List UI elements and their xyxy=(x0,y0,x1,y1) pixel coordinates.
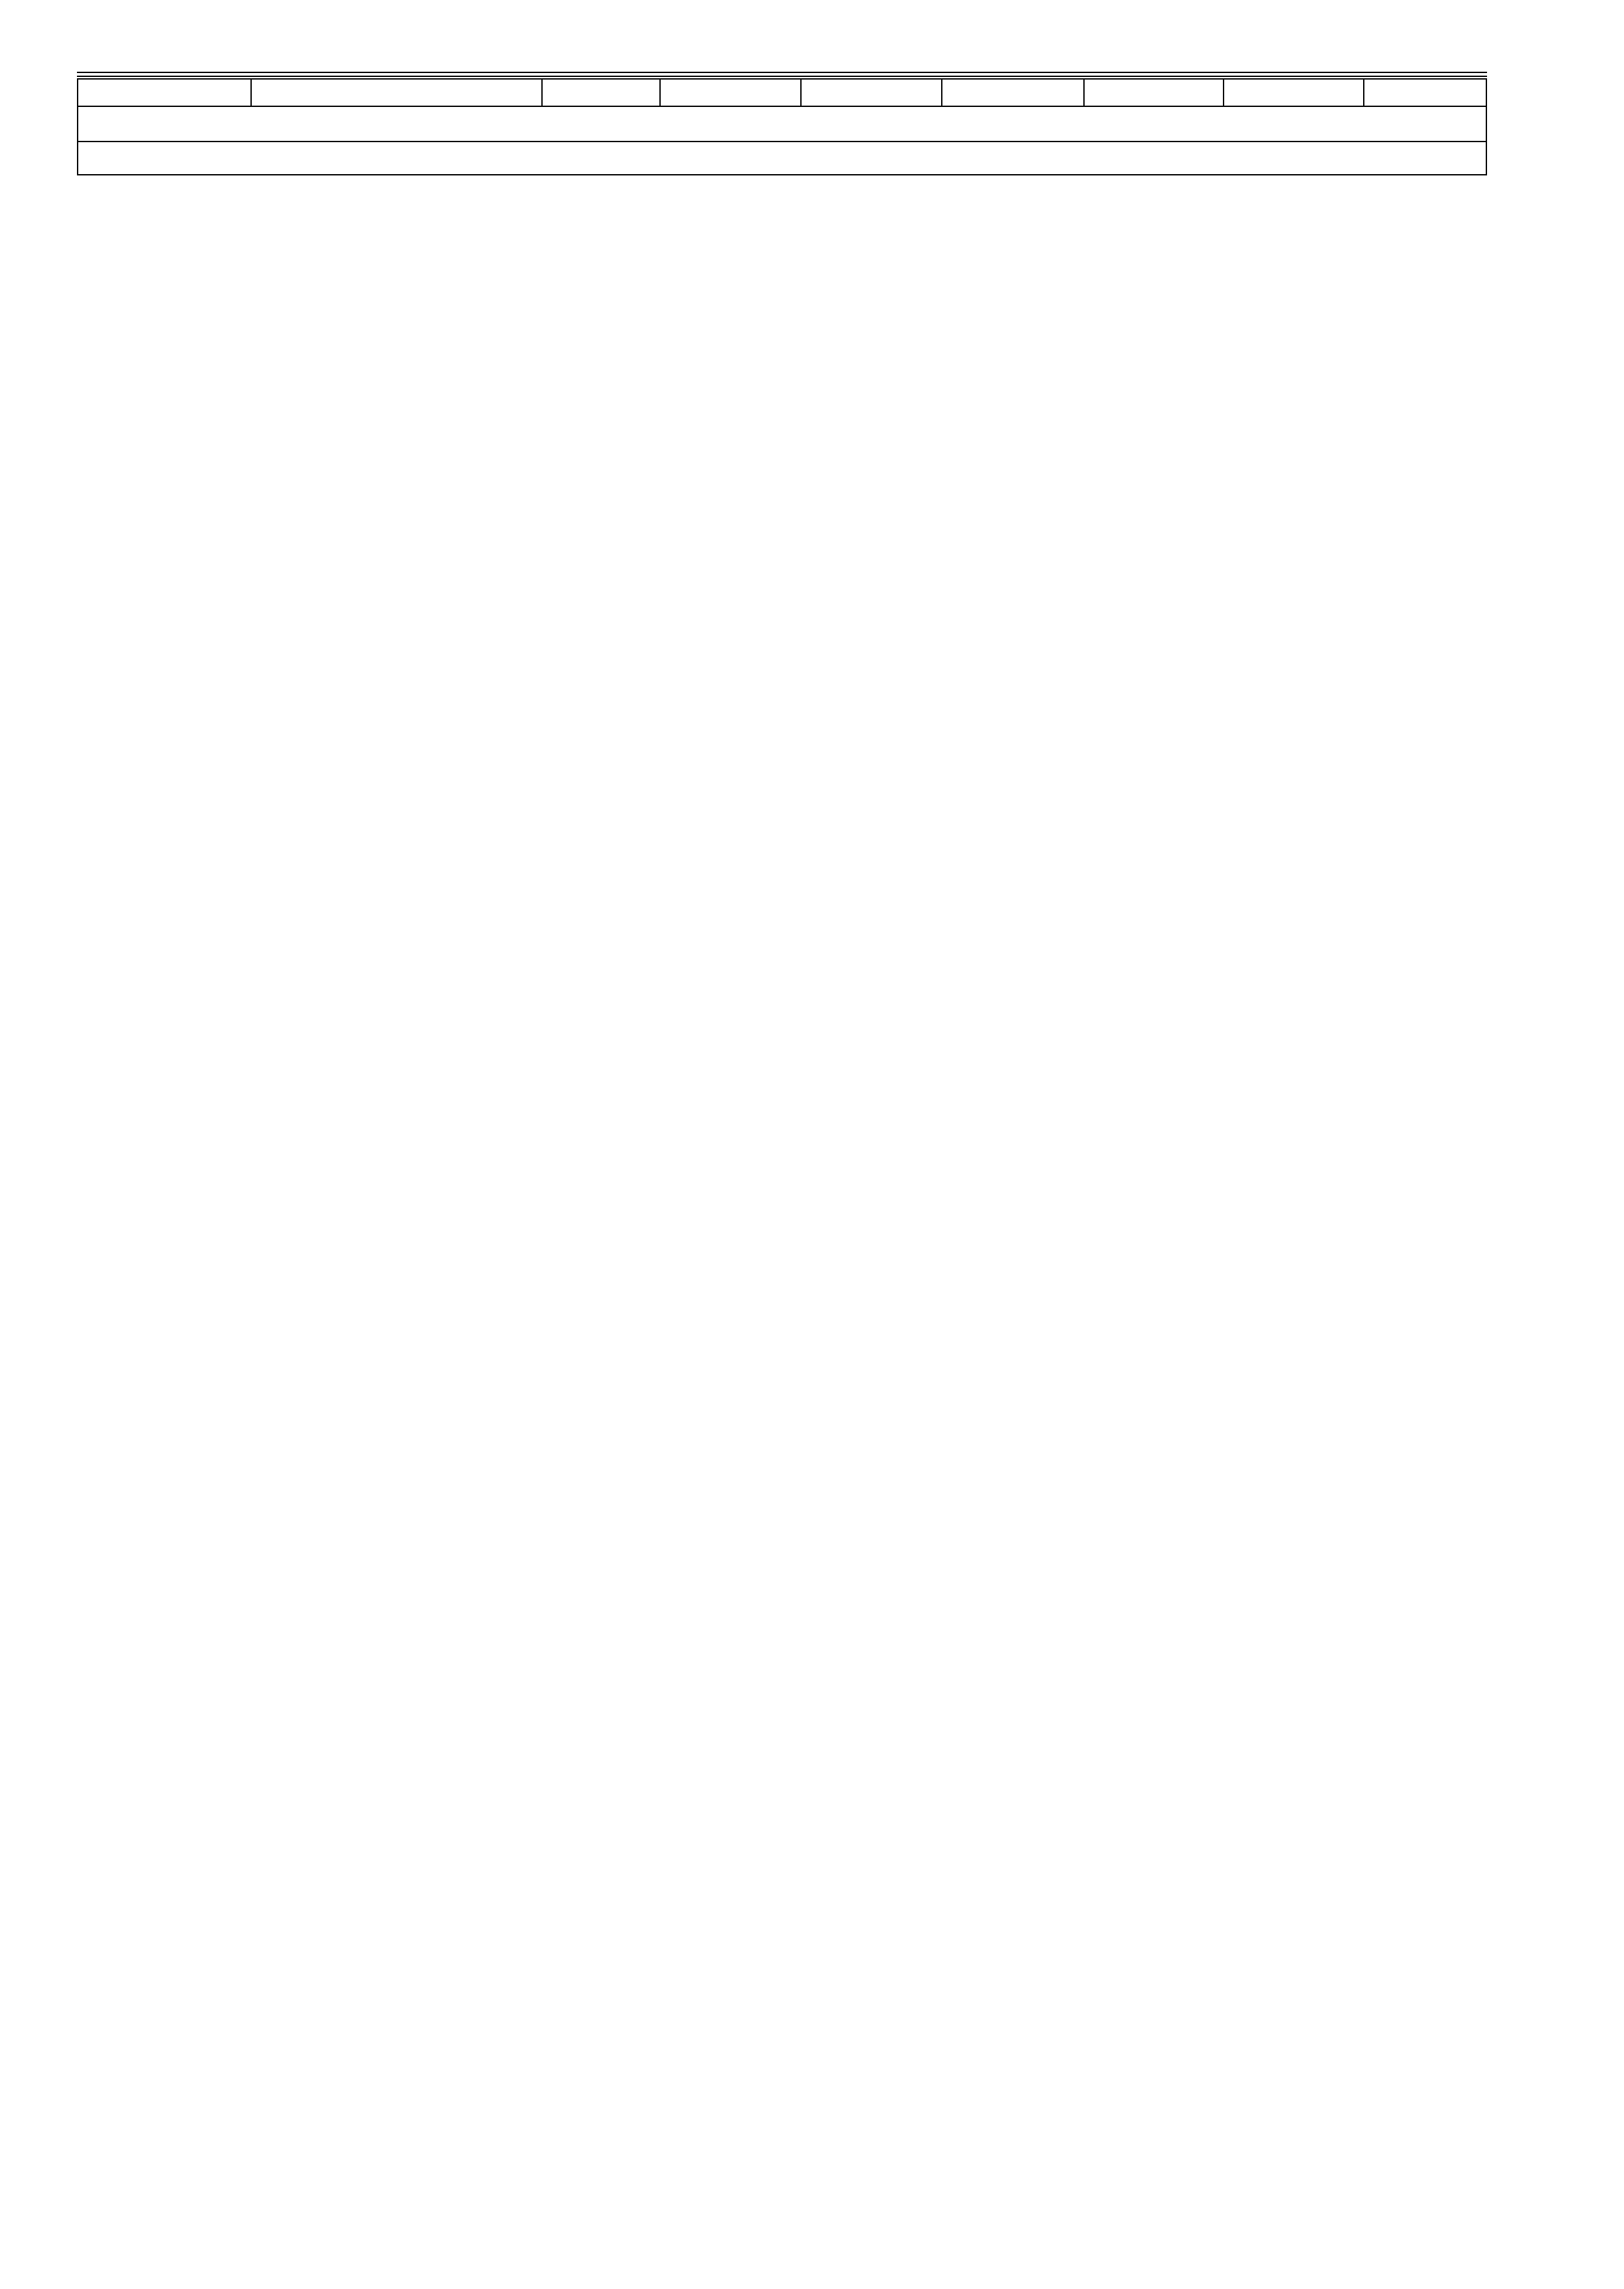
measure-row xyxy=(78,112,1486,142)
section-subtitle xyxy=(78,142,1486,175)
col-num-8 xyxy=(1224,79,1364,106)
subtitle-row xyxy=(78,142,1486,175)
header-rule xyxy=(77,72,1487,73)
section-title-row xyxy=(78,106,1486,112)
header-rule-double xyxy=(77,76,1487,77)
measure-cell xyxy=(78,112,1486,142)
col-num-6 xyxy=(942,79,1084,106)
col-num-4 xyxy=(660,79,801,106)
col-num-9 xyxy=(1364,79,1486,106)
col-num-3 xyxy=(542,79,661,106)
column-number-row xyxy=(78,79,1486,106)
section-title xyxy=(78,106,1486,112)
col-num-7 xyxy=(1084,79,1224,106)
table-body-top xyxy=(78,79,1486,106)
rates-table xyxy=(77,78,1487,175)
col-num-5 xyxy=(801,79,942,106)
col-num-2 xyxy=(251,79,542,106)
section-header xyxy=(78,106,1486,175)
col-num-1 xyxy=(78,79,251,106)
